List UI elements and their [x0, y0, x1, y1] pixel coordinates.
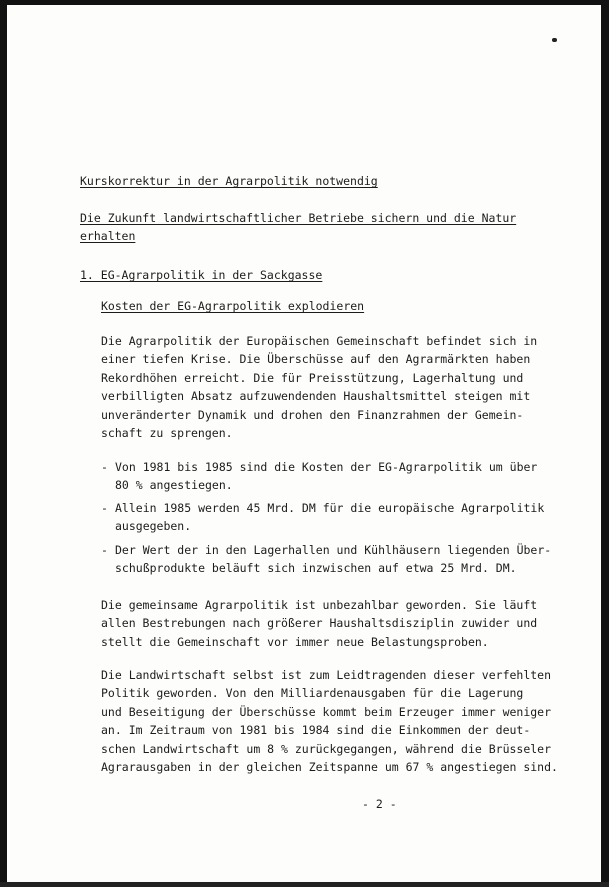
bullet-line: Allein 1985 werden 45 Mrd. DM für die europäische Agrarpolitik: [115, 501, 545, 515]
scan-border-top: [0, 0, 609, 5]
document-title: Kurskorrektur in der Agrarpolitik notwendig: [80, 174, 378, 188]
paragraph-line: unveränderter Dynamik und drohen den Finanzrahmen der Gemein-: [101, 407, 524, 422]
scan-speck: [552, 38, 557, 42]
paragraph-line: Die gemeinsame Agrarpolitik ist unbezahlbar geworden. Sie läuft: [101, 598, 538, 612]
paragraph-line: verbilligten Absatz aufzuwendenden Haushaltsmittel steigen mit: [101, 389, 531, 404]
paragraph-line: Die Agrarpolitik der Europäischen Gemeinschaft befindet sich in: [101, 334, 538, 348]
document-subtitle-line-1: Die Zukunft landwirtschaftlicher Betriebe sichern und die Natur: [80, 211, 517, 225]
paragraph-line: schen Landwirtschaft um 8 % zurückgegangen, während die Brüsseler: [101, 741, 552, 756]
paragraph-line: und Beseitigung der Überschüsse kommt beim Erzeuger immer weniger: [101, 704, 552, 719]
scan-border-bottom: [0, 882, 609, 887]
paragraph-line: einer tiefen Krise. Die Überschüsse auf den Agrarmärkten haben: [101, 352, 531, 367]
bullet-line: schußprodukte beläuft sich inzwischen auf etwa 25 Mrd. DM.: [115, 561, 517, 576]
paragraph-1: [101, 332, 537, 442]
paragraph-line: Agrarausgaben in der gleichen Zeitspanne um 67 % angestiegen sind.: [101, 759, 558, 774]
bullet-line: 80 % angestiegen.: [115, 478, 233, 493]
section-heading: 1. EG-Agrarpolitik in der Sackgasse: [80, 268, 323, 282]
paragraph-line: Rekordhöhen erreicht. Die für Preisstützung, Lagerhaltung und: [101, 370, 524, 385]
scan-border-left: [0, 0, 7, 887]
bullet-dash: -: [101, 501, 108, 515]
paragraph-line: Die Landwirtschaft selbst ist zum Leidtragenden dieser verfehlten: [101, 668, 552, 682]
document-subtitle-line-2: erhalten: [80, 229, 136, 243]
bullet-dash: -: [101, 460, 108, 474]
bullet-line: Von 1981 bis 1985 sind die Kosten der EG-Agrarpolitik um über: [115, 460, 538, 474]
page-number: - 2 -: [362, 797, 397, 811]
paragraph-line: allen Bestrebungen nach größerer Haushaltsdisziplin zuwider und: [101, 616, 538, 631]
scan-border-right: [601, 0, 609, 887]
subsection-heading: Kosten der EG-Agrarpolitik explodieren: [101, 299, 365, 313]
paragraph-line: an. Im Zeitraum von 1981 bis 1984 sind die Einkommen der deut-: [101, 723, 531, 738]
paragraph-2: [101, 596, 537, 651]
paragraph-3: [101, 666, 558, 776]
bullet-line: Der Wert der in den Lagerhallen und Kühlhäusern liegenden Über-: [115, 543, 552, 557]
paragraph-line: schaft zu sprengen.: [101, 425, 233, 440]
bullet-line: ausgegeben.: [115, 519, 192, 534]
bullet-dash: -: [101, 543, 108, 557]
paragraph-line: Politik geworden. Von den Milliardenausgaben für die Lagerung: [101, 686, 524, 701]
paragraph-line: stellt die Gemeinschaft vor immer neue Belastungsproben.: [101, 634, 489, 649]
